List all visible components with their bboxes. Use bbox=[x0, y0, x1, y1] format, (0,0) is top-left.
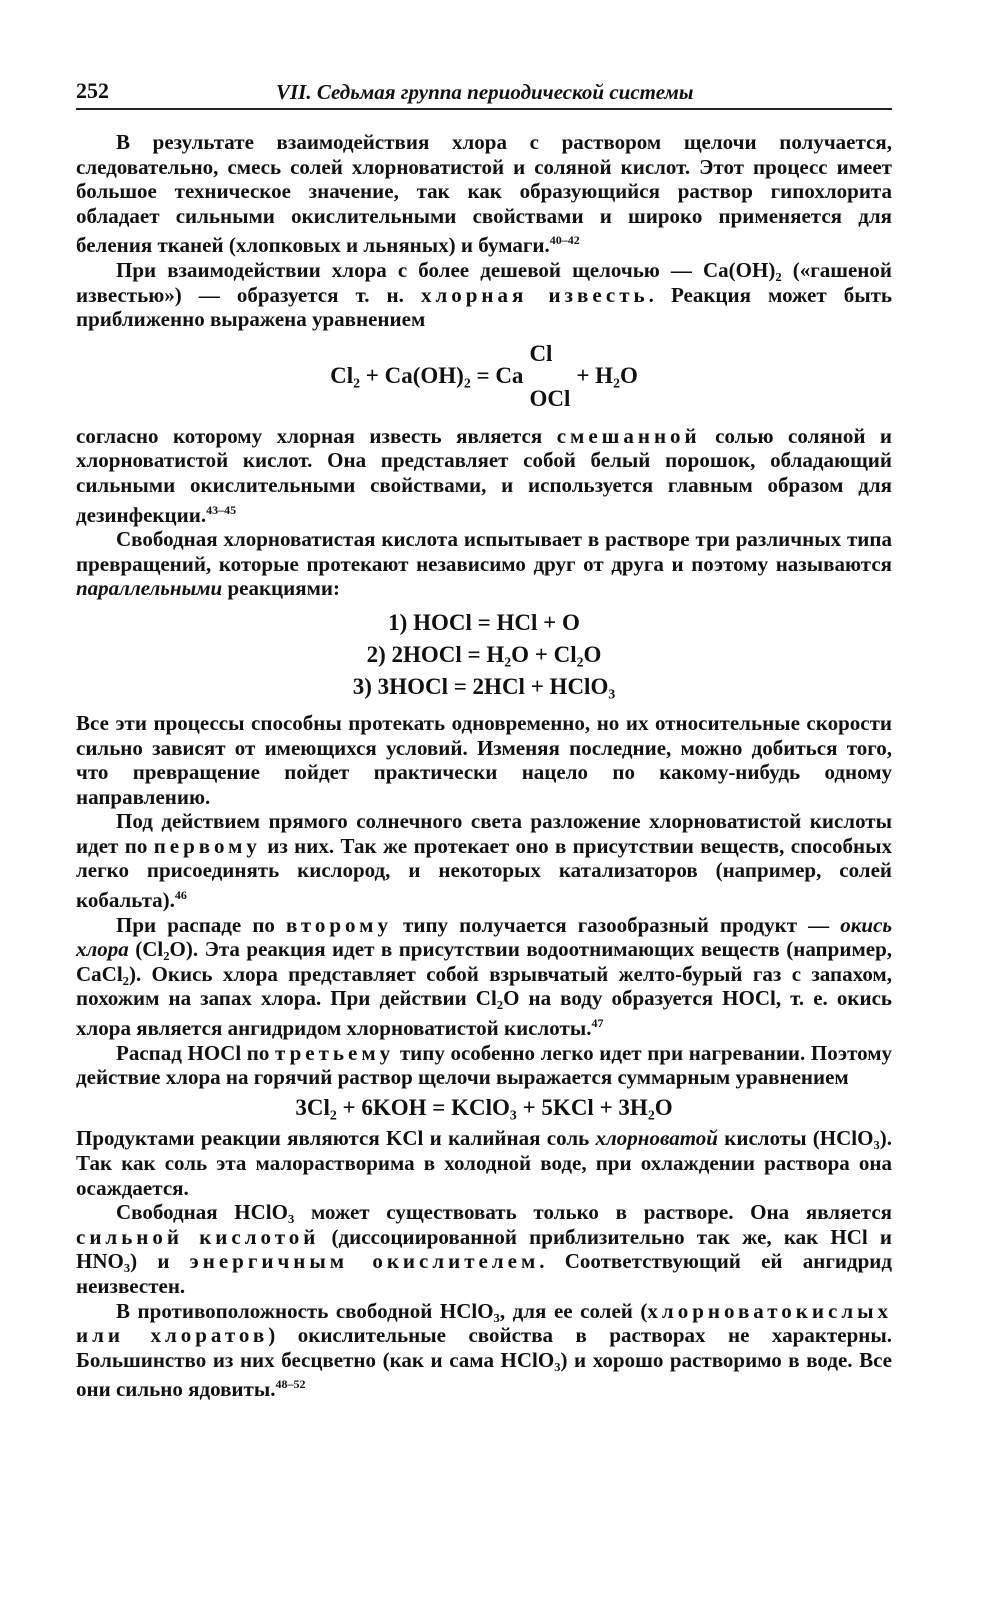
spaced-term: хлорная известь bbox=[420, 282, 649, 307]
equation-bleaching-powder bbox=[76, 334, 892, 420]
paragraph-text: . Соответствующий ей ангидрид неизвестен. bbox=[76, 1249, 892, 1298]
spaced-term: энергичным окислителем bbox=[189, 1249, 540, 1274]
paragraph-7 bbox=[76, 913, 892, 1041]
paragraph-text: При взаимодействии хлора с более дешевой щелочью — Ca(OH)₂ («гашеной известью») — образуется т. н. bbox=[76, 257, 892, 307]
paragraph-text: В противоположность свободной HClO₃, для ее солей ( bbox=[116, 1298, 648, 1323]
footnote-ref: 47 bbox=[591, 1016, 604, 1031]
paragraph-text: Продуктами реакции являются KCl и калийная соль bbox=[76, 1126, 590, 1151]
paragraph-8 bbox=[76, 1041, 892, 1090]
paragraph-9 bbox=[76, 1126, 892, 1200]
paragraph-4 bbox=[76, 527, 892, 601]
footnote-ref: 43–45 bbox=[206, 502, 237, 517]
book-page bbox=[76, 76, 892, 1402]
paragraph-text: ) окислительные свойства в растворах не характерны. Большинство из них бесцветно (как и сама HClO₃) и хорошо растворимо в воде. Все они сильно ядовиты. bbox=[76, 1323, 892, 1402]
running-title: VII. Седьмая группа периодической системы bbox=[276, 80, 694, 104]
paragraph-1 bbox=[76, 130, 892, 258]
footnote-ref: 40–42 bbox=[549, 233, 580, 248]
paragraph-text: типу особенно легко идет при нагревании. Поэтому действие хлора на горячий раствор щелочи выражается суммарным уравнением bbox=[76, 1040, 893, 1090]
italic-term: окись хлора bbox=[76, 912, 892, 962]
paragraph-3 bbox=[76, 424, 892, 527]
paragraph-text: Все эти процессы способны протекать одновременно, но их относительные скорости сильно зависят от имеющихся условий. Изменяя последние, можно добиться того, что превращение пойдет практически нацело по какому-нибудь одному направлению. bbox=[76, 710, 892, 809]
spaced-term: сильной кислотой bbox=[76, 1224, 320, 1249]
paragraph-text: Под действием прямого солнечного света разложение хлорноватистой кислоты идет по bbox=[76, 809, 892, 858]
paragraph-text: реакциями: bbox=[227, 576, 341, 601]
italic-term: параллельными bbox=[76, 576, 223, 601]
spaced-term: третьему bbox=[275, 1040, 395, 1065]
italic-term: хлорноватой bbox=[595, 1126, 718, 1151]
paragraph-text: солью соляной и хлорноватистой кислот. Она представляет собой белый порошок, обладающий сильными окислительными свойствами, и используется главным образом для дезинфекции. bbox=[76, 423, 892, 527]
reaction-2: 2) 2HOCl = H₂O + Cl₂O bbox=[366, 641, 602, 667]
paragraph-text: В результате взаимодействия хлора с раствором щелочи получается, следовательно, смесь солей хлорноватистой и соляной кислот. Этот процесс имеет большое техническое значение, так как образующийся раствор гипохлорита обладает сильными окислительными свойствами и широко применяется для беления тканей (хлопковых и льняных) и бумаги. bbox=[76, 130, 892, 258]
paragraph-text: Распад HOCl по bbox=[116, 1040, 270, 1065]
page-body bbox=[76, 130, 892, 1402]
spaced-term: первому bbox=[153, 833, 261, 858]
page-header bbox=[76, 76, 892, 110]
paragraph-text: При распаде по bbox=[116, 912, 275, 937]
paragraph-10 bbox=[76, 1200, 892, 1298]
paragraph-text: Свободная хлорноватистая кислота испытывает в растворе три различных типа превращений, которые протекают независимо друг от друга и поэтому называются bbox=[76, 527, 892, 576]
paragraph-5 bbox=[76, 711, 892, 809]
paragraph-text: . Реакция может быть приближенно выражена уравнением bbox=[76, 282, 893, 332]
paragraph-text: согласно которому хлорная известь является bbox=[76, 423, 543, 448]
reaction-list bbox=[76, 607, 892, 703]
paragraph-text: Свободная HClO₃ может существовать только в растворе. Она является bbox=[116, 1200, 892, 1225]
paragraph-2 bbox=[76, 258, 892, 332]
paragraph-11 bbox=[76, 1299, 892, 1402]
equation-left: Cl₂ + Ca(OH)₂ = Ca bbox=[330, 363, 524, 389]
paragraph-text: (диссоциированной приблизительно так же, как HCl и HNO₃) и bbox=[76, 1224, 893, 1274]
spaced-term: второму bbox=[286, 912, 392, 937]
paragraph-text: типу получается газообразный продукт — bbox=[403, 912, 830, 937]
paragraph-6 bbox=[76, 809, 892, 912]
equation-branch-top: Cl bbox=[529, 340, 553, 366]
paragraph-text: кислоты (HClO₃). Так как соль эта малорастворима в холодной воде, при охлаждении раствора она осаждается. bbox=[76, 1126, 893, 1200]
equation-chlorate: 3Cl₂ + 6KOH = KClO₃ + 5KCl + 3H₂O bbox=[295, 1094, 673, 1120]
equation-branch bbox=[529, 342, 570, 412]
page-number: 252 bbox=[76, 78, 109, 103]
equation-branch-bottom: OCl bbox=[529, 386, 571, 412]
footnote-ref: 48–52 bbox=[275, 1377, 306, 1392]
paragraph-text: (Cl₂O). Эта реакция идет в присутствии водоотнимающих веществ (например, CaCl₂). Окись хлора представляет собой взрывчатый желто-бурый газ с запахом, похожим на запах хлора. При действии Cl₂O на воду образуется HOCl, т. е. окись хлора является ангидридом хлорноватистой кислоты. bbox=[76, 937, 892, 1041]
spaced-term: хлорноватокислых или хлоратов bbox=[76, 1298, 892, 1348]
spaced-term: смешанной bbox=[556, 423, 701, 448]
paragraph-text: из них. Так же протекает оно в присутствии веществ, способных легко присоединять кислород, и некоторых катализаторов (например, солей кобальта). bbox=[76, 833, 893, 913]
reaction-1: 1) HOCl = HCl + O bbox=[388, 609, 580, 635]
equation-right: + H₂O bbox=[576, 363, 638, 389]
footnote-ref: 46 bbox=[174, 888, 187, 903]
reaction-3: 3) 3HOCl = 2HCl + HClO₃ bbox=[352, 673, 616, 699]
